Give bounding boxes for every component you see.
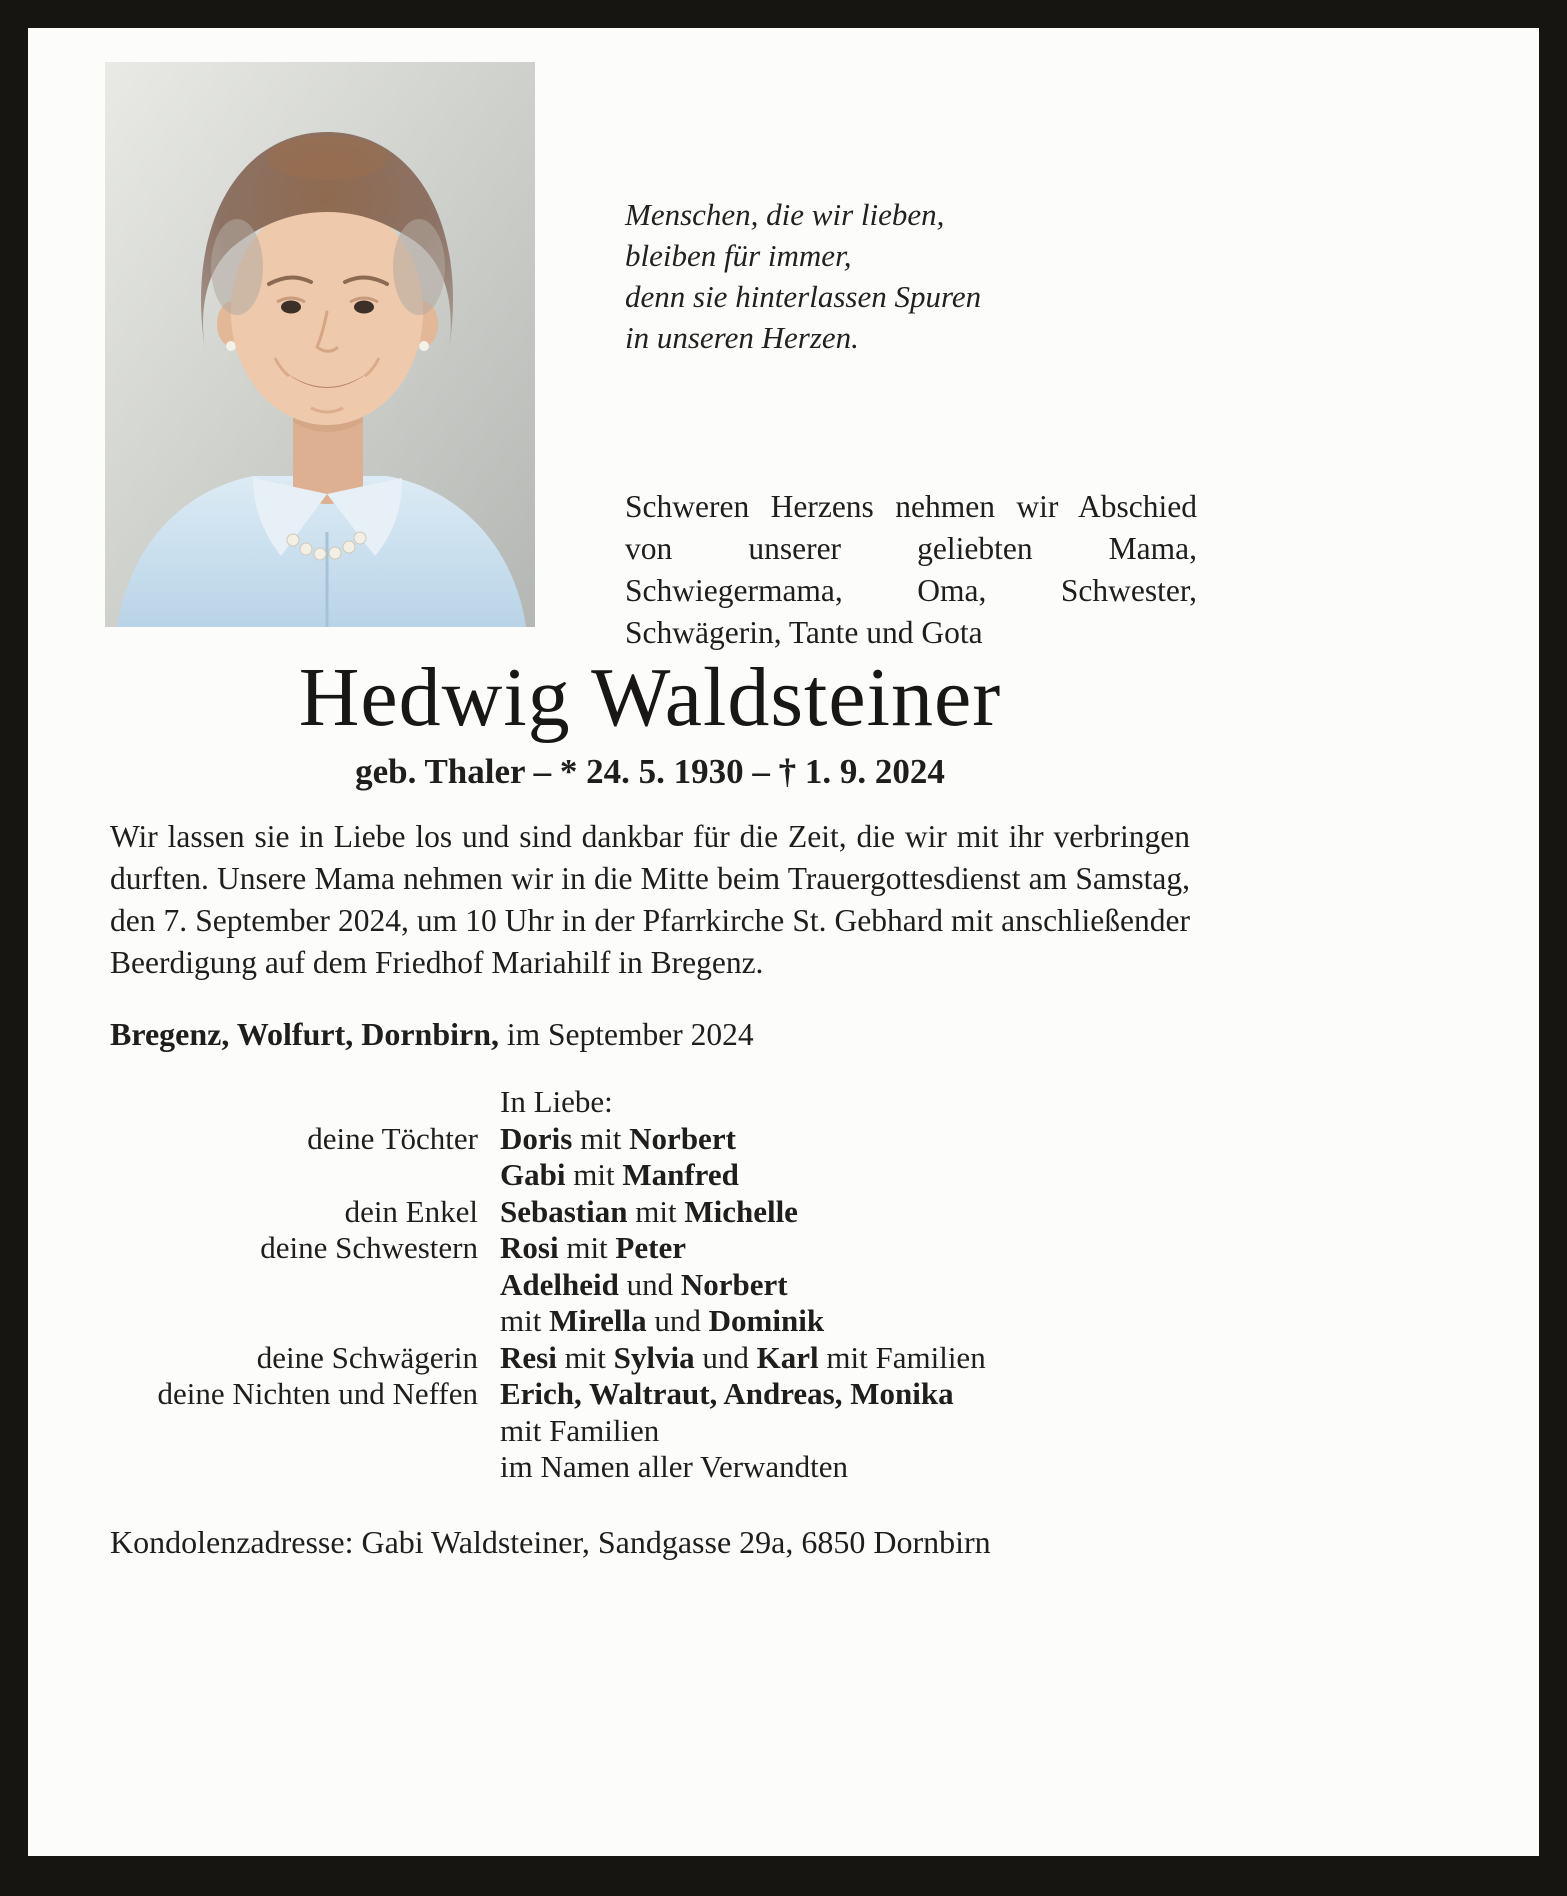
announcement-text: Wir lassen sie in Liebe los und sind dankbar für die Zeit, die wir mit ihr verbringen durften. Unsere Mama nehmen wir in die Mitte beim Trauergottesdienst am Samstag, den 7. September 2024, um 10 Uhr in der Pfarrkirche St. Gebhard mit anschließender Beerdigung auf dem Friedhof Mariahilf in Bregenz.: [110, 819, 1190, 981]
portrait-photo: [105, 62, 535, 627]
deceased-name: Hedwig Waldsteiner: [298, 651, 1002, 744]
mourner-role: deine Schwägerin: [256, 1339, 478, 1375]
birth-death-line: geb. Thaler – * 24. 5. 1930 – † 1. 9. 2024: [355, 752, 945, 792]
month-year: im September 2024: [499, 1016, 754, 1052]
mourner-names: Sebastian mit Michelle: [500, 1193, 798, 1229]
mourner-role: [110, 1449, 478, 1486]
quote-line: in unseren Herzen.: [625, 320, 859, 355]
mourner-names: Rosi mit Peter: [500, 1230, 686, 1266]
mourner-names: mit Familien: [500, 1412, 660, 1448]
mourner-names: mit Mirella und Dominik: [500, 1303, 825, 1339]
mourner-role: [110, 1157, 478, 1194]
salutation: In Liebe:: [500, 1084, 613, 1120]
portrait-illustration: [105, 62, 535, 627]
condolence-address: Kondolenzadresse: Gabi Waldsteiner, Sandgasse 29a, 6850 Dornbirn: [110, 1523, 991, 1560]
intro-text: Schweren Herzens nehmen wir Abschied von unserer geliebten Mama, Schwiegermama, Oma, Schwester, Schwägerin, Tante und Gota: [625, 489, 1197, 650]
mourners-list: [110, 1084, 1190, 1486]
mourner-role: dein Enkel: [344, 1193, 478, 1229]
main-column: [110, 651, 1190, 1561]
mourner-names: Resi mit Sylvia und Karl mit Familien: [500, 1339, 986, 1375]
mourner-role: [110, 1413, 478, 1450]
mourner-role: deine Schwestern: [260, 1230, 478, 1266]
quote-line: bleiben für immer,: [625, 238, 852, 273]
mourner-names: Gabi mit Manfred: [500, 1157, 739, 1193]
memorial-quote: [625, 194, 981, 358]
mourner-names: Erich, Waltraut, Andreas, Monika: [500, 1376, 954, 1412]
mourner-role: [110, 1267, 478, 1304]
mourner-role: deine Töchter: [307, 1120, 478, 1156]
mourner-names: Adelheid und Norbert: [500, 1266, 788, 1302]
mourner-role: [110, 1303, 478, 1340]
quote-line: denn sie hinterlassen Spuren: [625, 279, 982, 314]
mourner-names: Doris mit Norbert: [500, 1120, 736, 1156]
mourner-role: deine Nichten und Neffen: [157, 1376, 478, 1412]
quote-line: Menschen, die wir lieben,: [625, 197, 945, 232]
place-names: Bregenz, Wolfurt, Dornbirn,: [110, 1015, 500, 1052]
place-date-line: [110, 1016, 1190, 1053]
salutation-spacer: [110, 1084, 478, 1121]
mourner-names: im Namen aller Verwandten: [500, 1449, 849, 1485]
obituary-card: [28, 28, 1539, 1856]
header-section: [28, 28, 1539, 650]
